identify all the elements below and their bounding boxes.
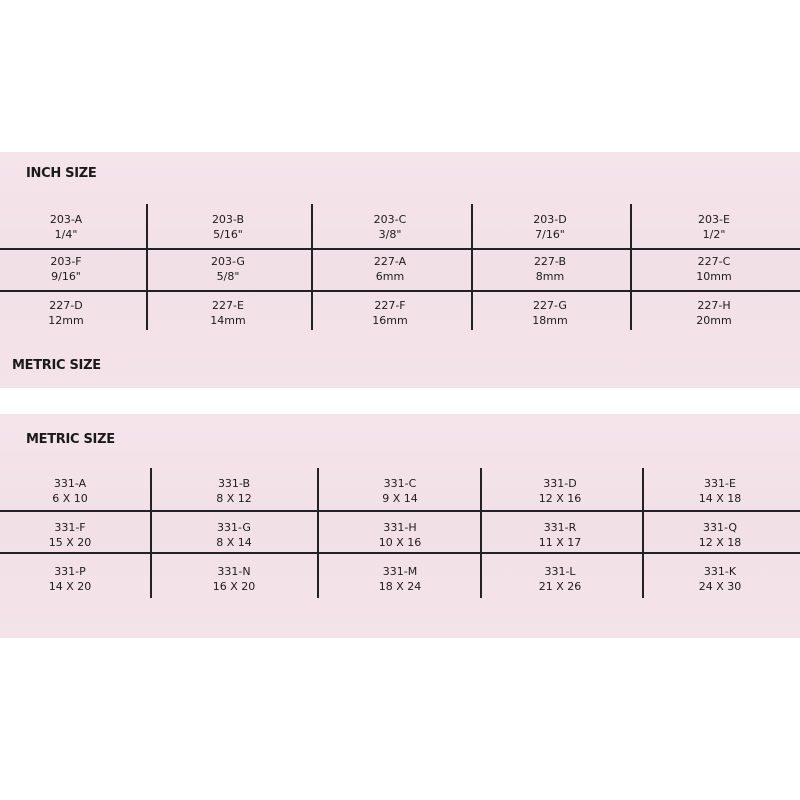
table-cell: [330, 298, 450, 328]
part-code: 203-G: [211, 255, 245, 268]
table-cell: [660, 520, 780, 550]
part-size: 1/2": [702, 228, 726, 241]
part-code: 227-G: [533, 299, 567, 312]
table-cell: [660, 476, 780, 506]
table-cell: [654, 212, 774, 242]
table-cell: [660, 564, 780, 594]
column-divider: [642, 468, 644, 598]
column-divider: [471, 204, 473, 330]
table-cell: [6, 298, 126, 328]
column-divider: [480, 468, 482, 598]
table-cell: [340, 476, 460, 506]
part-size: 11 X 17: [538, 536, 582, 549]
part-size: 6mm: [375, 270, 405, 283]
part-code: 331-L: [544, 565, 576, 578]
table-cell: [490, 254, 610, 284]
table-cell: [174, 520, 294, 550]
part-code: 203-C: [373, 213, 407, 226]
table-row: [0, 516, 800, 556]
part-size: 9/16": [51, 270, 81, 283]
part-code: 203-B: [211, 213, 245, 226]
part-code: 227-E: [212, 299, 244, 312]
part-size: 18 X 24: [378, 580, 422, 593]
part-code: 227-H: [697, 299, 731, 312]
metric-size-panel: [0, 414, 800, 638]
metric-size-heading: METRIC SIZE: [26, 432, 115, 447]
part-code: 331-N: [217, 565, 251, 578]
table-row: [0, 294, 800, 334]
part-code: 331-P: [54, 565, 86, 578]
part-size: 8mm: [535, 270, 565, 283]
part-size: 10 X 16: [378, 536, 422, 549]
part-code: 331-K: [703, 565, 737, 578]
column-divider: [150, 468, 152, 598]
part-size: 24 X 30: [698, 580, 742, 593]
part-code: 227-A: [373, 255, 407, 268]
table-cell: [6, 254, 126, 284]
column-divider: [317, 468, 319, 598]
part-code: 331-B: [217, 477, 251, 490]
table-cell: [340, 520, 460, 550]
part-code: 203-F: [50, 255, 82, 268]
part-size: 8 X 12: [216, 492, 252, 505]
row-divider: [0, 552, 800, 554]
table-row: [0, 250, 800, 290]
table-cell: [490, 212, 610, 242]
column-divider: [630, 204, 632, 330]
part-code: 331-H: [383, 521, 417, 534]
part-size: 15 X 20: [48, 536, 92, 549]
part-code: 203-D: [533, 213, 567, 226]
part-size: 7/16": [535, 228, 565, 241]
column-divider: [311, 204, 313, 330]
part-size: 12mm: [48, 314, 84, 327]
table-cell: [490, 298, 610, 328]
table-cell: [330, 254, 450, 284]
table-row: [0, 560, 800, 600]
table-cell: [174, 564, 294, 594]
part-size: 14 X 20: [48, 580, 92, 593]
table-cell: [654, 298, 774, 328]
part-size: 14 X 18: [698, 492, 742, 505]
part-size: 20mm: [696, 314, 732, 327]
table-cell: [168, 212, 288, 242]
row-divider: [0, 248, 800, 250]
part-size: 8 X 14: [216, 536, 252, 549]
table-cell: [10, 564, 130, 594]
part-code: 331-G: [217, 521, 251, 534]
table-cell: [6, 212, 126, 242]
table-cell: [168, 298, 288, 328]
part-size: 3/8": [378, 228, 402, 241]
metric-size-footer-heading: METRIC SIZE: [12, 358, 101, 373]
part-size: 12 X 16: [538, 492, 582, 505]
inch-size-heading: INCH SIZE: [26, 166, 97, 181]
part-code: 331-Q: [702, 521, 738, 534]
table-cell: [654, 254, 774, 284]
table-cell: [10, 520, 130, 550]
row-divider: [0, 510, 800, 512]
part-code: 331-D: [543, 477, 577, 490]
part-size: 14mm: [210, 314, 246, 327]
part-code: 203-A: [49, 213, 83, 226]
part-size: 18mm: [532, 314, 568, 327]
inch-size-panel: [0, 152, 800, 388]
part-code: 331-A: [53, 477, 87, 490]
table-row: [0, 208, 800, 248]
part-code: 331-F: [54, 521, 86, 534]
row-divider: [0, 290, 800, 292]
part-code: 331-R: [543, 521, 577, 534]
part-size: 21 X 26: [538, 580, 582, 593]
table-cell: [500, 520, 620, 550]
table-cell: [500, 476, 620, 506]
table-cell: [174, 476, 294, 506]
part-code: 227-B: [533, 255, 567, 268]
part-size: 1/4": [54, 228, 78, 241]
table-row: [0, 472, 800, 512]
table-cell: [10, 476, 130, 506]
part-size: 9 X 14: [382, 492, 418, 505]
part-size: 5/16": [213, 228, 243, 241]
table-cell: [168, 254, 288, 284]
part-size: 10mm: [696, 270, 732, 283]
part-code: 331-E: [704, 477, 736, 490]
table-cell: [340, 564, 460, 594]
part-code: 227-D: [49, 299, 83, 312]
part-code: 227-C: [697, 255, 731, 268]
part-code: 331-M: [382, 565, 418, 578]
part-size: 6 X 10: [52, 492, 88, 505]
part-code: 227-F: [374, 299, 406, 312]
part-size: 5/8": [216, 270, 240, 283]
part-code: 331-C: [383, 477, 417, 490]
table-cell: [330, 212, 450, 242]
part-size: 16mm: [372, 314, 408, 327]
table-cell: [500, 564, 620, 594]
part-size: 12 X 18: [698, 536, 742, 549]
column-divider: [146, 204, 148, 330]
part-code: 203-E: [698, 213, 730, 226]
part-size: 16 X 20: [212, 580, 256, 593]
